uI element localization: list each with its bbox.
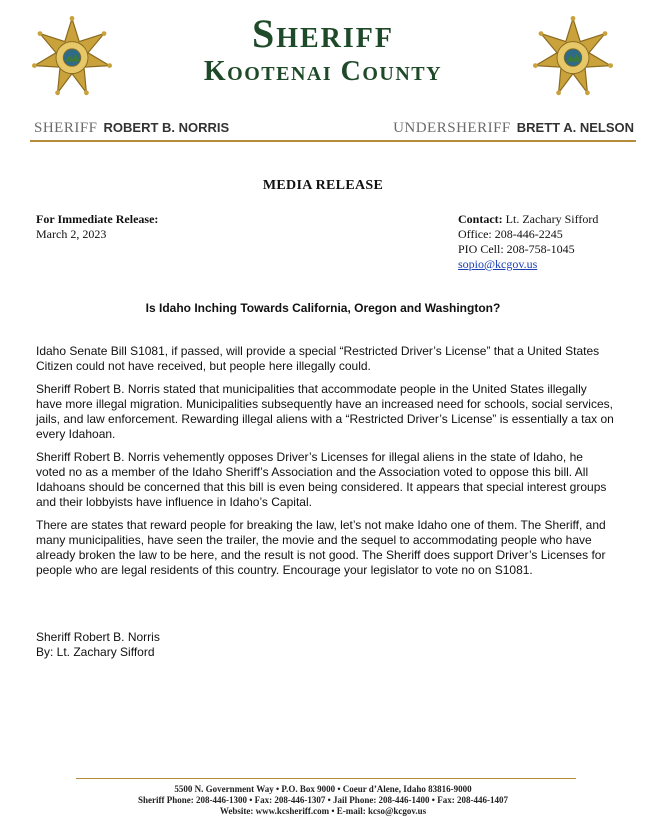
office-phone: Office: 208-446-2245 — [458, 227, 563, 241]
contact-email-link[interactable]: sopio@kcgov.us — [458, 257, 538, 271]
document-heading: MEDIA RELEASE — [262, 178, 384, 193]
contact-info — [458, 212, 598, 272]
footer — [0, 784, 646, 817]
undersheriff-name: BRETT A. NELSON — [516, 120, 634, 135]
release-info — [36, 212, 158, 242]
body-paragraph: There are states that reward people for breaking the law, let’s not make Idaho one of them. The Sheriff, and many municipalities, have seen the trailer, the movie and the sequel to accommodating people who have already broken the law to be here, and the result is not good. The Sheriff does support Driver’s Licenses for people who are legal residents of this country. Encourage your legislator to vote no on S1081. — [36, 518, 606, 577]
contact-label: Contact: — [458, 212, 503, 226]
letterhead-title: Sheriff — [251, 11, 395, 56]
pio-cell: PIO Cell: 208-758-1045 — [458, 242, 575, 256]
header-divider — [30, 140, 636, 142]
signature-block — [36, 630, 160, 660]
body-paragraph: Idaho Senate Bill S1081, if passed, will provide a special “Restricted Driver’s License” that a United States Citizen could not have received, but people here illegally could. — [36, 344, 600, 373]
signature-line: Sheriff Robert B. Norris — [36, 630, 160, 644]
body-paragraph: Sheriff Robert B. Norris vehemently opposes Driver’s Licenses for illegal aliens in the state of Idaho, he voted no as a member of the Idaho Sheriff’s Association and the Association voted to oppose this bill. All Idahoans should be concerned that this bill is even being considered. It appears that special interest groups and their lobbyists have influence in Idaho’s Capital. — [36, 450, 607, 509]
contact-name: Lt. Zachary Sifford — [505, 212, 599, 226]
footer-divider — [76, 778, 576, 779]
footer-phones: Sheriff Phone: 208-446-1300 • Fax: 208-446-1307 • Jail Phone: 208-446-1400 • Fax: 208-446-1407 — [138, 795, 508, 805]
sheriff-nameplate — [34, 120, 229, 137]
release-label: For Immediate Release: — [36, 212, 159, 226]
sheriff-role: SHERIFF — [34, 120, 98, 136]
sheriff-name: ROBERT B. NORRIS — [103, 120, 230, 135]
footer-address: 5500 N. Government Way • P.O. Box 9000 • Coeur d’Alene, Idaho 83816-9000 — [174, 784, 472, 794]
undersheriff-role: UNDERSHERIFF — [393, 120, 511, 136]
footer-web: Website: www.kcsheriff.com • E-mail: kcso@kcgov.us — [219, 806, 427, 816]
signature-by-line: By: Lt. Zachary Sifford — [36, 645, 155, 659]
release-date: March 2, 2023 — [36, 227, 107, 241]
release-body — [36, 344, 614, 586]
release-headline: Is Idaho Inching Towards California, Oregon and Washington? — [145, 301, 501, 315]
body-paragraph: Sheriff Robert B. Norris stated that municipalities that accommodate people in the United States illegally have more illegal migration. Municipalities subsequently have an increased need for schools, social services, jails, and law enforcement. Rewarding illegal aliens with a “Restricted Driver’s License” is essentially a tax on every Idahoan. — [36, 382, 614, 441]
undersheriff-nameplate — [393, 120, 634, 137]
letterhead-county: Kootenai County — [203, 56, 443, 87]
